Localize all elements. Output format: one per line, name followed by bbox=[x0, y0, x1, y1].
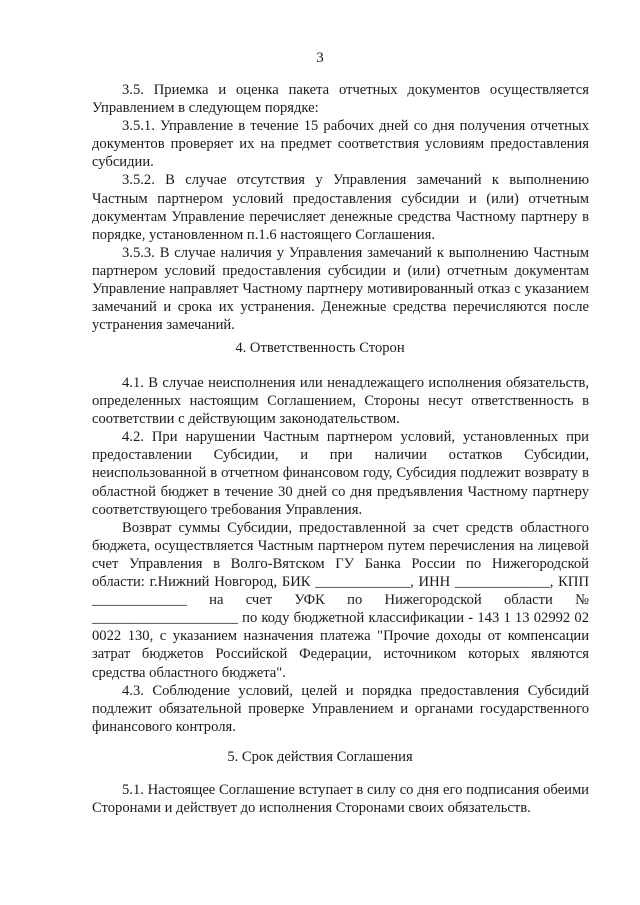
paragraph-3-5-1: 3.5.1. Управление в течение 15 рабочих дней со дня получения отчетных документов проверяет их на предмет соответствия условиям предоставления субсидии. bbox=[92, 118, 589, 171]
section-5-heading: 5. Срок действия Соглашения bbox=[227, 749, 413, 765]
paragraph-return-of-subsidy: Возврат суммы Субсидии, предоставленной за счет средств областного бюджета, осуществляется Частным партнером путем перечисления на лицевой счет Управления в Волго-Вятском ГУ Банка России по Нижегородской области: г.Нижний Новгород, БИК _____________, ИНН _____________, КПП _____________ на счет УФК по Нижегородской области № ____________________ по коду бюджетной классификации - 143 1 13 02992 02 0022 130, с указанием назначения платежа "Прочие доходы от компенсации затрат бюджетов Российской Федерации, источником которых являются средства областного бюджета". bbox=[92, 519, 589, 681]
paragraph-4-1: 4.1. В случае неисполнения или ненадлежащего исполнения обязательств, определенных настоящим Соглашением, Стороны несут ответственность в соответствии с действующим законодательством. bbox=[92, 375, 589, 428]
section-4-heading: 4. Ответственность Сторон bbox=[235, 340, 405, 356]
section-3-continuation bbox=[92, 81, 589, 334]
paragraph-5-1: 5.1. Настоящее Соглашение вступает в силу со дня его подписания обеими Сторонами и действует до исполнения Сторонами своих обязательств. bbox=[92, 782, 589, 817]
paragraph-4-2: 4.2. При нарушении Частным партнером условий, установленных при предоставлении Субсидии, и при наличии остатков Субсидии, неиспользованной в отчетном финансовом году, Субсидия подлежит возврату в областной бюджет в течение 30 дней со дня предъявления Частному партнеру соответствующего требования Управления. bbox=[92, 429, 589, 518]
section-5-body bbox=[92, 781, 589, 817]
paragraph-3-5-3: 3.5.3. В случае наличия у Управления замечаний к выполнению Частным партнером условий предоставления субсидии и (или) отчетным документам Управление направляет Частному партнеру мотивированный отказ с указанием замечаний и срока их устранения. Денежные средства перечисляются после устранения замечаний. bbox=[92, 244, 589, 334]
paragraph-3-5-2: 3.5.2. В случае отсутствия у Управления замечаний к выполнению Частным партнером условий предоставления субсидии и (или) отчетным документам Управление перечисляет денежные средства Частному партнеру в порядке, установленном п.1.6 настоящего Соглашения. bbox=[92, 172, 589, 243]
section-4-body bbox=[92, 374, 589, 736]
paragraph-4-3: 4.3. Соблюдение условий, целей и порядка предоставления Субсидий подлежит обязательной проверке Управлением и органами государственного финансового контроля. bbox=[92, 682, 589, 735]
page-number: 3 bbox=[316, 50, 324, 66]
paragraph-3-5: 3.5. Приемка и оценка пакета отчетных документов осуществляется Управлением в следующем порядке: bbox=[92, 82, 589, 117]
